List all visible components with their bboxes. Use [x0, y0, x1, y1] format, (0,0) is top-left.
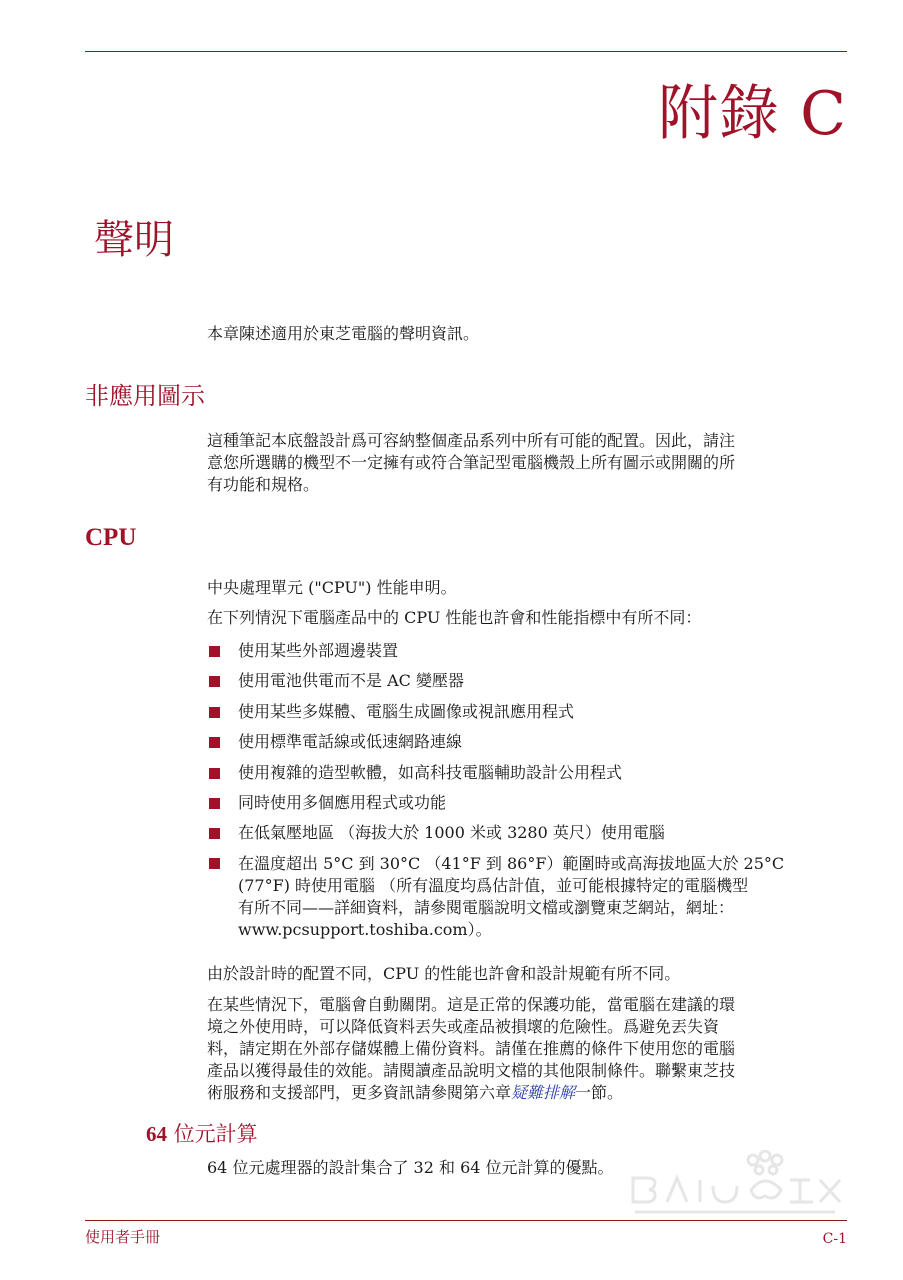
- appendix-title: 附錄 C: [658, 79, 847, 149]
- non-applicable-line: 這種筆記本底盤設計爲可容納整個產品系列中所有可能的配置。因此，請注: [207, 431, 736, 450]
- bullet-square-icon: [209, 798, 220, 809]
- cpu-paragraph-4: 在某些情況下，電腦會自動關閉。這是正常的保護功能，當電腦在建議的環 境之外使用時，可以降低資料丟失或產品被損壞的危險性。爲避免丟失資 料，請定期在外部存儲媒體上備份資料。請僅在推薦的條件下使用您的電腦 產品以獲得最佳的效能。請閱讀產品說明文檔的其他限制條件。聯繫東芝技 術服務和支援部門，更多資訊請參閱第六章疑難排解一節。: [207, 995, 736, 1102]
- chapter-title: 聲明: [94, 217, 174, 263]
- list-item: 在溫度超出 5°C 到 30°C （41°F 到 86°F）範圍時或高海拔地區大於 25°C (77°F) 時使用電腦 （所有溫度均爲估計值，並可能根據特定的電腦機型 有所不同——詳細資料，請參閱電腦說明文檔或瀏覽東芝網站，網址： www.pcsupport.toshiba.com）。: [207, 849, 847, 941]
- bullet-square-icon: [209, 828, 220, 839]
- cpu-paragraph-2: 在下列情況下電腦產品中的 CPU 性能也許會和性能指標中有所不同：: [207, 608, 702, 627]
- troubleshooting-link[interactable]: 疑難排解: [511, 1083, 576, 1102]
- footer-page-number: C-1: [822, 1231, 847, 1247]
- section-heading-non-applicable: 非應用圖示: [85, 382, 205, 410]
- section-heading-cpu: CPU: [85, 524, 137, 551]
- list-item: 使用某些多媒體、電腦生成圖像或視訊應用程式: [207, 697, 847, 727]
- cpu-paragraph-3: 由於設計時的配置不同，CPU 的性能也許會和設計規範有所不同。: [207, 964, 681, 983]
- list-item: 使用電池供電而不是 AC 變壓器: [207, 666, 847, 696]
- bullet-square-icon: [209, 858, 220, 869]
- bullet-square-icon: [209, 676, 220, 687]
- bullet-square-icon: [209, 768, 220, 779]
- top-rule: [85, 51, 847, 52]
- list-item: 在低氣壓地區 （海拔大於 1000 米或 3280 英尺）使用電腦: [207, 818, 847, 848]
- list-item: 同時使用多個應用程式或功能: [207, 788, 847, 818]
- bottom-rule: [85, 1220, 847, 1221]
- bit64-paragraph: 64 位元處理器的設計集合了 32 和 64 位元計算的優點。: [207, 1158, 614, 1177]
- chapter-intro: 本章陳述適用於東芝電腦的聲明資訊。: [207, 324, 480, 343]
- watermark-logo: [625, 1150, 845, 1235]
- cpu-paragraph-1: 中央處理單元 ("CPU") 性能申明。: [207, 578, 457, 597]
- bullet-square-icon: [209, 737, 220, 748]
- non-applicable-paragraph: [207, 430, 847, 496]
- non-applicable-line: 意您所選購的機型不一定擁有或符合筆記型電腦機殼上所有圖示或開關的所: [207, 453, 736, 472]
- non-applicable-line: 有功能和規格。: [207, 475, 320, 494]
- bullet-square-icon: [209, 646, 220, 657]
- list-item: 使用標準電話線或低速網路連線: [207, 727, 847, 757]
- footer-manual-title: 使用者手冊: [85, 1228, 161, 1246]
- bullet-square-icon: [209, 707, 220, 718]
- list-item: 使用某些外部週邊裝置: [207, 636, 847, 666]
- cpu-conditions-list: [207, 636, 847, 941]
- list-item: 使用複雜的造型軟體，如高科技電腦輔助設計公用程式: [207, 758, 847, 788]
- section-heading-64bit: 64 位元計算: [146, 1122, 258, 1146]
